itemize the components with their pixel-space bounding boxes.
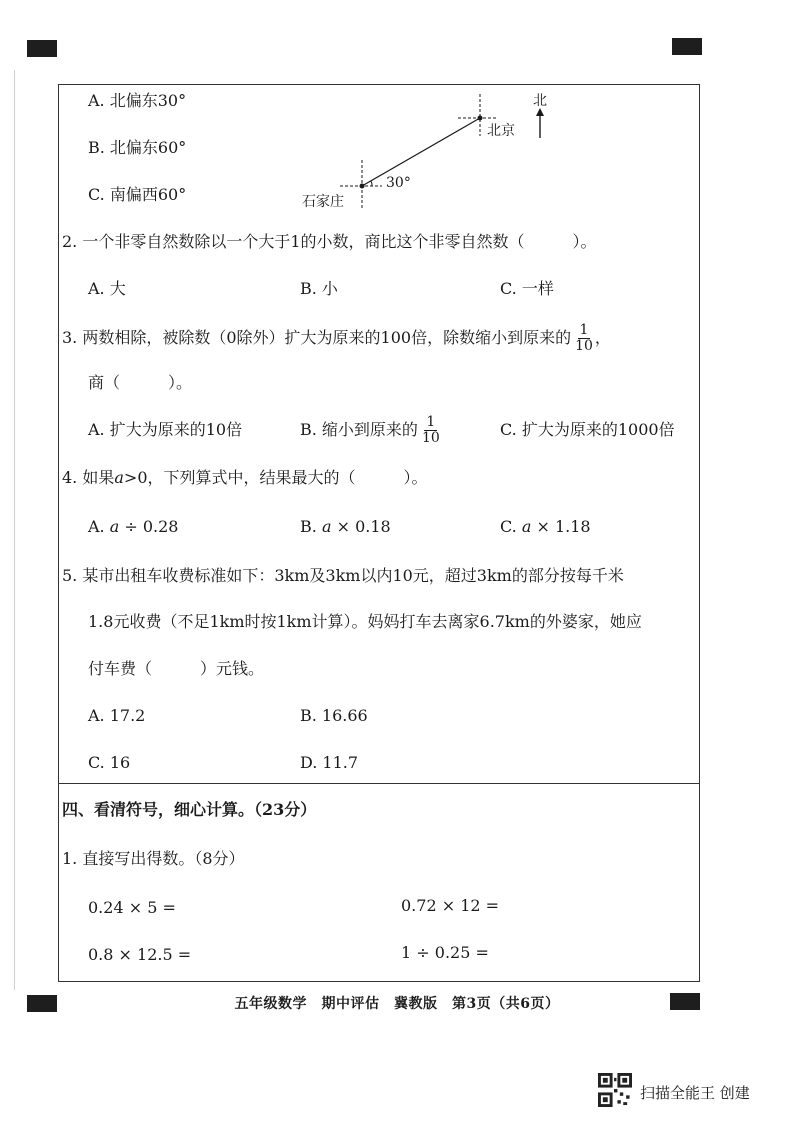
q4-option-b-variable: a [321, 517, 332, 536]
q4-option-a-variable: a [109, 517, 120, 536]
page-edge-shadow [14, 70, 25, 990]
q4-stem-after: >0，下列算式中，结果最大的（ ）。 [123, 468, 428, 487]
calc-2: 0.72 × 12 = [401, 896, 500, 915]
q3-option-c: C. 扩大为原来的1000倍 [500, 420, 675, 439]
q5-line2: 1.8元收费（不足1km时按1km计算）。妈妈打车去离家6.7km的外婆家，她应 [88, 612, 642, 631]
calc-1: 0.24 × 5 = [88, 898, 176, 917]
q3-option-b-denominator: 10 [421, 429, 440, 446]
q3-stem-comma: ， [594, 328, 611, 347]
q5-option-d: D. 11.7 [300, 753, 359, 772]
registration-mark-top-left [27, 40, 57, 57]
q4-option-c [500, 517, 591, 537]
q2-option-a: A. 大 [88, 279, 126, 298]
q3-stem-text: 3. 两数相除，被除数（0除外）扩大为原来的100倍，除数缩小到原来的 [62, 328, 572, 347]
q2-option-c: C. 一样 [500, 279, 554, 298]
q3-fraction-numerator: 1 [579, 321, 589, 338]
section-divider [58, 783, 700, 784]
shijiazhuang-label: 石家庄 [302, 194, 344, 210]
angle-arc [371, 181, 372, 186]
q1-option-b: B. 北偏东60° [88, 138, 187, 157]
q1-option-a: A. 北偏东30° [88, 91, 187, 110]
q3-stem-line2: 商（ ）。 [88, 373, 193, 392]
beijing-label: 北京 [487, 123, 515, 139]
q3-option-b-numerator: 1 [426, 413, 436, 430]
q3-option-a: A. 扩大为原来的10倍 [88, 420, 243, 439]
q5-line3: 付车费（ ）元钱。 [88, 659, 265, 678]
q5-option-a: A. 17.2 [88, 706, 146, 725]
q4-option-b [300, 517, 391, 537]
q4-option-a-label: A. [88, 517, 110, 536]
q4-option-b-label: B. [300, 517, 322, 536]
q3-fraction-denominator: 10 [575, 337, 593, 354]
q4-variable: a [114, 468, 124, 487]
q4-option-b-expr: × 0.18 [331, 517, 391, 536]
q4-option-c-expr: × 1.18 [531, 517, 591, 536]
angle-label: 30° [386, 175, 411, 191]
q5-option-c: C. 16 [88, 753, 131, 772]
qr-code-icon [598, 1073, 632, 1107]
route-line [362, 118, 480, 186]
q4-option-c-label: C. [500, 517, 522, 536]
q5-line1: 5. 某市出租车收费标准如下：3km及3km以内10元，超过3km的部分按每千米 [62, 566, 624, 585]
scanner-watermark: 扫描全能王 创建 [640, 1084, 750, 1102]
q4-option-a [88, 517, 178, 537]
q1-option-c: C. 南偏西60° [88, 185, 187, 204]
section4-title: 四、看清符号，细心计算。（23分） [62, 800, 317, 819]
page-footer: 五年级数学 期中评估 冀教版 第3页（共6页） [234, 996, 560, 1012]
registration-mark-top-right [672, 38, 702, 55]
q4-option-c-variable: a [521, 517, 532, 536]
north-label: 北 [533, 93, 547, 109]
q4-stem-before: 4. 如果 [62, 468, 115, 487]
q5-option-b: B. 16.66 [300, 706, 368, 725]
calc-4: 1 ÷ 0.25 = [401, 943, 489, 962]
q3-option-b [300, 412, 442, 448]
q4-stem [62, 468, 428, 488]
q2-option-b: B. 小 [300, 279, 338, 298]
q3-option-b-fraction [420, 415, 442, 446]
q3-option-b-text: B. 缩小到原来的 [300, 420, 418, 439]
section4-sub1: 1. 直接写出得数。（8分） [62, 849, 245, 868]
q4-option-a-expr: ÷ 0.28 [119, 517, 179, 536]
q3-fraction [573, 323, 595, 354]
q2-stem: 2. 一个非零自然数除以一个大于1的小数，商比这个非零自然数（ ）。 [62, 232, 597, 251]
q3-stem [62, 320, 611, 356]
calc-3: 0.8 × 12.5 = [88, 945, 192, 964]
